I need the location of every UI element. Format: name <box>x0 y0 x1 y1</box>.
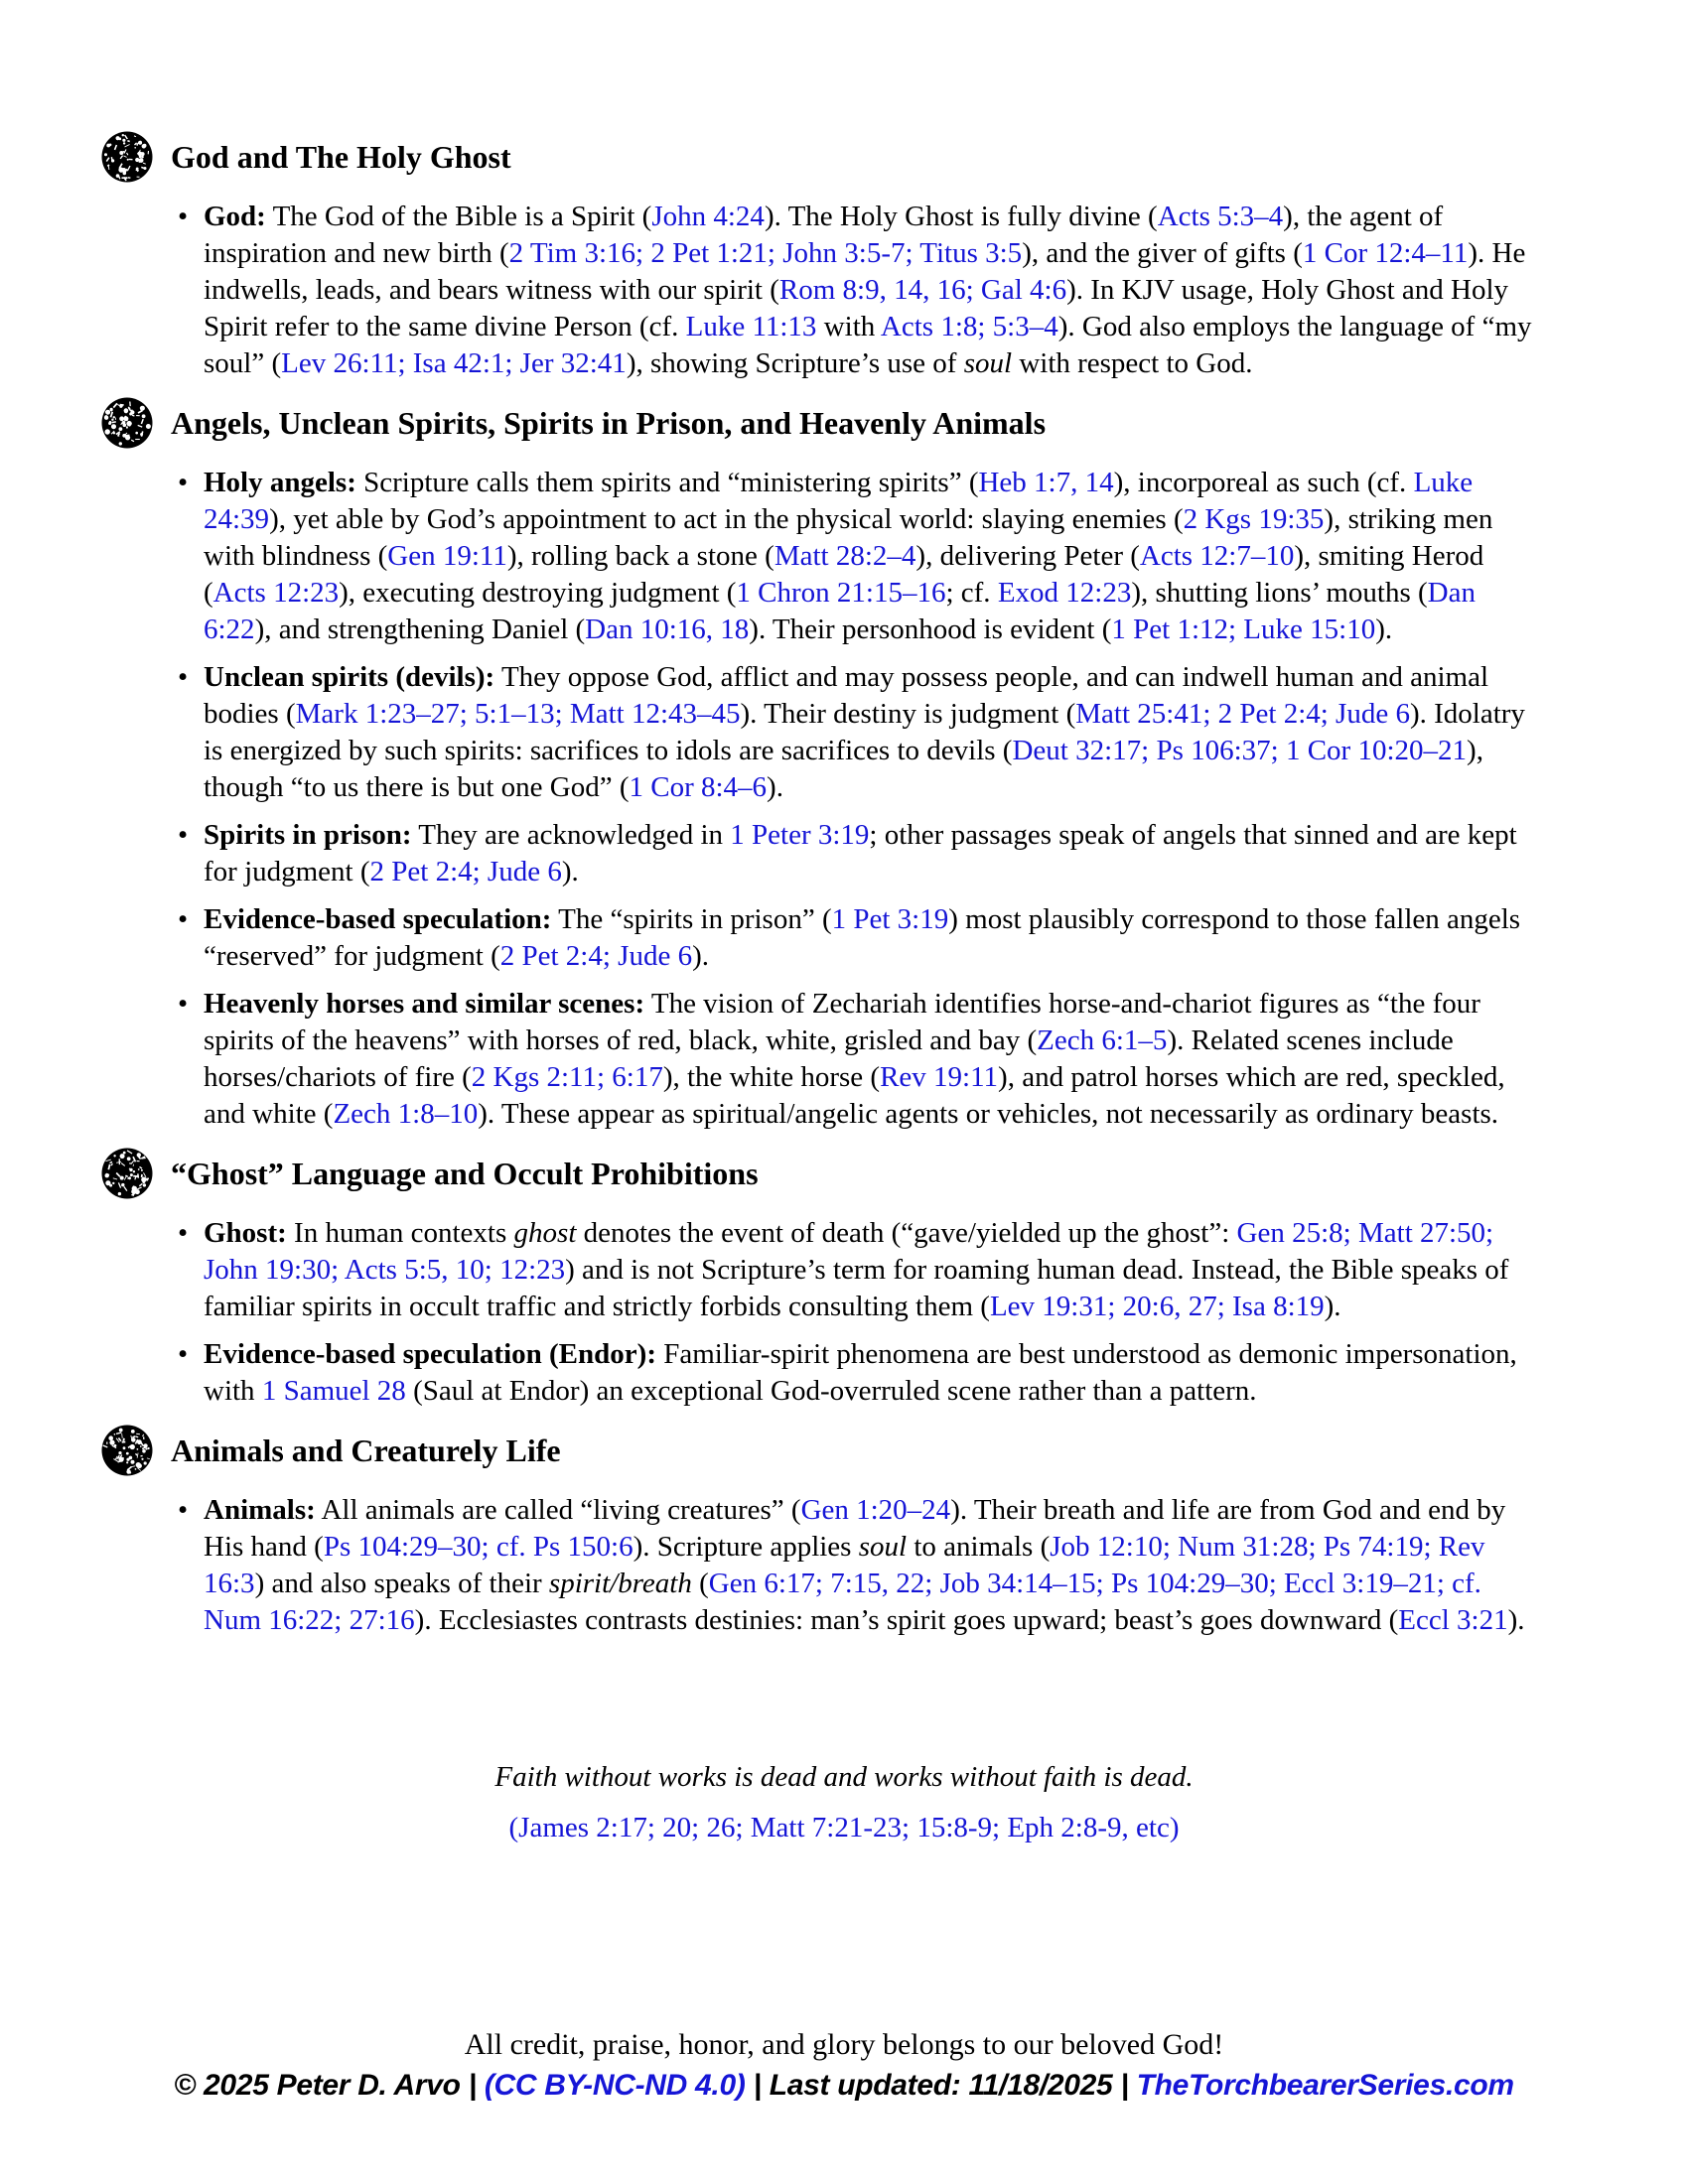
bullet-text: ), delivering Peter ( <box>915 540 1140 572</box>
bullet-text: ), rolling back a stone ( <box>506 540 774 572</box>
bullet-text: ). <box>692 940 709 972</box>
bullet-item <box>204 986 1534 1133</box>
bullet-text: ), showing Scripture’s use of <box>626 347 964 379</box>
scripture-ref-link[interactable]: Lev 19:31; 20:6, 27; Isa 8:19 <box>989 1291 1325 1322</box>
scripture-ref-link[interactable]: Acts 12:23 <box>212 577 340 609</box>
bullet-text: ). <box>767 771 783 803</box>
copyright-text: © 2025 Peter D. Arvo | <box>174 2069 485 2102</box>
bullet-item <box>204 901 1534 975</box>
bullet-text: ). Their destiny is judgment ( <box>740 698 1076 730</box>
bullet-text: ). Their personhood is evident ( <box>749 614 1112 645</box>
scripture-ref-link[interactable]: 1 Pet 3:19 <box>831 903 949 935</box>
section-title: Animals and Creaturely Life <box>171 1433 561 1468</box>
ornamental-sphere-icon <box>99 129 155 185</box>
bullet-text: ), though “to us there is but one God” ( <box>204 735 1483 803</box>
section-header <box>99 1421 1534 1480</box>
scripture-ref-link[interactable]: 1 Cor 12:4–11 <box>1302 237 1469 269</box>
bullet-text: They oppose God, afflict and may possess people, and can indwell human and animal bodies ( <box>204 661 1489 730</box>
bullet-text: ), executing destroying judgment ( <box>339 577 737 609</box>
scripture-ref-link[interactable]: Job 12:10; Num 31:28; Ps 74:19; Rev 16:3 <box>204 1531 1485 1599</box>
scripture-ref-link[interactable]: Rev 19:11 <box>880 1061 999 1093</box>
scripture-ref-link[interactable]: Acts 1:8; 5:3–4 <box>880 311 1058 342</box>
footer-credit-line <box>0 2065 1688 2107</box>
bullet-item <box>204 817 1534 890</box>
bullet-text: ). The Holy Ghost is fully divine ( <box>764 201 1158 232</box>
footer <box>0 2025 1688 2107</box>
bullet-text: ), striking men with blindness ( <box>204 503 1493 572</box>
quote-text: Faith without works is dead and works without faith is dead. <box>494 1761 1194 1793</box>
bullet-text: ). <box>1375 614 1393 645</box>
scripture-ref-link[interactable]: Acts 5:3–4 <box>1157 201 1284 232</box>
last-updated-text: | Last updated: 11/18/2025 | <box>745 2069 1137 2102</box>
bullet-text: ) most plausibly correspond to those fallen angels “reserved” for judgment ( <box>204 903 1521 972</box>
bullet-text: ). Scripture applies <box>633 1531 859 1563</box>
bullet-text: ) and also speaks of their <box>254 1568 549 1599</box>
bullet-text: ), and strengthening Daniel ( <box>254 614 586 645</box>
bullet-text: The “spirits in prison” ( <box>551 903 832 935</box>
bullet-list <box>99 199 1534 382</box>
bullet-lead: God: <box>204 201 266 232</box>
bullet-text: to animals ( <box>907 1531 1051 1563</box>
bullet-item <box>204 199 1534 382</box>
bullet-item <box>204 1215 1534 1325</box>
scripture-ref-link[interactable]: 1 Chron 21:15–16 <box>736 577 946 609</box>
license-link[interactable]: (CC BY-NC-ND 4.0) <box>484 2069 746 2102</box>
bullet-lead: Evidence-based speculation: <box>204 903 552 935</box>
bullet-text: ), yet able by God’s appointment to act in the physical world: slaying enemies ( <box>269 503 1184 535</box>
scripture-ref-link[interactable]: 2 Kgs 19:35 <box>1183 503 1325 535</box>
bullet-text: ). These appear as spiritual/angelic agents or vehicles, not necessarily as ordinary beasts. <box>478 1098 1499 1130</box>
scripture-ref-link[interactable]: Luke 11:13 <box>685 311 817 342</box>
bullet-item <box>204 465 1534 648</box>
bullet-text: ), shutting lions’ mouths ( <box>1131 577 1428 609</box>
bullet-text: ( <box>691 1568 709 1599</box>
section-title: Angels, Unclean Spirits, Spirits in Prison, and Heavenly Animals <box>171 405 1047 441</box>
bullet-text: ), incorporeal as such (cf. <box>1113 467 1414 498</box>
section-god-and-the-holy-ghost <box>99 127 1534 382</box>
scripture-ref-link[interactable]: Gen 6:17; 7:15, 22; Job 34:14–15; Ps 104:29–30; Eccl 3:19–21; cf. Num 16:22; 27:16 <box>204 1568 1481 1636</box>
bullet-text: Familiar-spirit phenomena are best understood as demonic impersonation, with <box>204 1338 1517 1407</box>
bullet-text: ), the agent of inspiration and new birth ( <box>204 201 1444 269</box>
ornamental-sphere-icon <box>99 1423 155 1478</box>
bullet-lead: Holy angels: <box>204 467 356 498</box>
scripture-ref-link[interactable]: Luke 24:39 <box>204 467 1474 535</box>
bullet-text: ; cf. <box>945 577 998 609</box>
bullet-lead: Ghost: <box>204 1217 287 1249</box>
quote-scripture-refs[interactable]: (James 2:17; 20; 26; Matt 7:21-23; 15:8-9; Eph 2:8-9, etc) <box>508 1812 1180 1843</box>
ornamental-sphere-icon <box>99 1146 155 1201</box>
scripture-ref-link[interactable]: 1 Peter 3:19 <box>730 819 870 851</box>
bullet-text: ghost <box>513 1217 577 1249</box>
scripture-ref-link[interactable]: Zech 1:8–10 <box>333 1098 479 1130</box>
bullet-text: ). <box>561 856 579 887</box>
scripture-ref-link[interactable]: Eccl 3:21 <box>1398 1604 1508 1636</box>
scripture-ref-link[interactable]: Zech 6:1–5 <box>1037 1024 1168 1056</box>
scripture-ref-link[interactable]: 2 Tim 3:16; 2 Pet 1:21; John 3:5-7; Titus 3:5 <box>508 237 1023 269</box>
scripture-ref-link[interactable]: John 4:24 <box>651 201 765 232</box>
bullet-text: ). Related scenes include horses/chariots of fire ( <box>204 1024 1454 1093</box>
ornamental-sphere-icon <box>99 395 155 451</box>
scripture-ref-link[interactable]: Matt 25:41; 2 Pet 2:4; Jude 6 <box>1075 698 1410 730</box>
bullet-text: The God of the Bible is a Spirit ( <box>265 201 652 232</box>
scripture-ref-link[interactable]: 2 Pet 2:4; Jude 6 <box>499 940 693 972</box>
scripture-ref-link[interactable]: 1 Samuel 28 <box>261 1375 406 1407</box>
scripture-ref-link[interactable]: Heb 1:7, 14 <box>978 467 1114 498</box>
bullet-lead: Unclean spirits (devils): <box>204 661 495 693</box>
footer-dedication: All credit, praise, honor, and glory belongs to our beloved God! <box>464 2028 1224 2061</box>
scripture-ref-link[interactable]: Ps 104:29–30; cf. Ps 150:6 <box>323 1531 633 1563</box>
scripture-ref-link[interactable]: Mark 1:23–27; 5:1–13; Matt 12:43–45 <box>295 698 741 730</box>
scripture-ref-link[interactable]: Acts 12:7–10 <box>1139 540 1295 572</box>
scripture-ref-link[interactable]: 1 Cor 8:4–6 <box>629 771 768 803</box>
bullet-text: (Saul at Endor) an exceptional God-overruled scene rather than a pattern. <box>405 1375 1257 1407</box>
section-title: God and The Holy Ghost <box>171 139 511 175</box>
bullet-lead: Evidence-based speculation (Endor): <box>204 1338 656 1370</box>
bullet-text: ). <box>1507 1604 1525 1636</box>
scripture-ref-link[interactable]: 2 Kgs 2:11; 6:17 <box>471 1061 663 1093</box>
section-animals-and-creaturely-life <box>99 1421 1534 1639</box>
bullet-lead: Animals: <box>204 1494 316 1526</box>
bullet-text: ), and the giver of gifts ( <box>1022 237 1303 269</box>
bullet-text: ; other passages speak of angels that sinned and are kept for judgment ( <box>204 819 1517 887</box>
bullet-item <box>204 1336 1534 1410</box>
section-ghost-language-occult-prohibitions <box>99 1144 1534 1410</box>
bullet-text: denotes the event of death (“gave/yielded up the ghost”: <box>576 1217 1237 1249</box>
bullet-item <box>204 659 1534 806</box>
bullet-text: ). Ecclesiastes contrasts destinies: man’s spirit goes upward; beast’s goes downward ( <box>414 1604 1399 1636</box>
scripture-ref-link[interactable]: Matt 28:2–4 <box>774 540 916 572</box>
scripture-ref-link[interactable]: Gen 25:8; Matt 27:50; John 19:30; Acts 5:5, 10; 12:23 <box>204 1217 1494 1286</box>
bullet-text: The vision of Zechariah identifies horse-and-chariot figures as “the four spirits of the heavens” with horses of red, black, white, grisled and bay ( <box>204 988 1480 1056</box>
section-angels-unclean-spirits <box>99 393 1534 1133</box>
section-header <box>99 1144 1534 1203</box>
bullet-text: ). He indwells, leads, and bears witness with our spirit ( <box>204 237 1526 306</box>
scripture-ref-link[interactable]: 1 Pet 1:12; Luke 15:10 <box>1111 614 1376 645</box>
scripture-ref-link[interactable]: 2 Pet 2:4; Jude 6 <box>369 856 562 887</box>
bullet-text: soul <box>963 347 1013 379</box>
scripture-ref-link[interactable]: Rom 8:9, 14, 16; Gal 4:6 <box>778 274 1067 306</box>
bullet-text: They are acknowledged in <box>411 819 731 851</box>
bullet-text: Scripture calls them spirits and “ministering spirits” ( <box>355 467 979 498</box>
scripture-ref-link[interactable]: Exod 12:23 <box>997 577 1132 609</box>
bullet-text: ). Idolatry is energized by such spirits: sacrifices to idols are sacrifices to devils ( <box>204 698 1525 766</box>
bullet-text: ). <box>1324 1291 1341 1322</box>
bullet-list <box>99 1492 1534 1639</box>
bullet-text: with respect to God. <box>1012 347 1253 379</box>
bullet-text: ), and patrol horses which are red, speckled, and white ( <box>204 1061 1505 1130</box>
bullet-text: ). God also employs the language of “my soul” ( <box>204 311 1532 379</box>
bullet-text: ). Their breath and life are from God and end by His hand ( <box>204 1494 1506 1563</box>
bullet-list <box>99 1215 1534 1410</box>
site-link[interactable]: TheTorchbearerSeries.com <box>1136 2069 1514 2102</box>
scripture-ref-link[interactable]: Dan 10:16, 18 <box>585 614 750 645</box>
scripture-ref-link[interactable]: Dan 6:22 <box>204 577 1476 645</box>
bullet-text: ) and is not Scripture’s term for roaming human dead. Instead, the Bible speaks of familiar spirits in occult traffic and strictly forbids consulting them ( <box>204 1254 1509 1322</box>
bullet-text: ), the white horse ( <box>662 1061 881 1093</box>
scripture-ref-link[interactable]: Gen 19:11 <box>387 540 507 572</box>
bullet-text: ). In KJV usage, Holy Ghost and Holy Spirit refer to the same divine Person (cf. <box>204 274 1509 342</box>
bullet-item <box>204 1492 1534 1639</box>
scripture-ref-link[interactable]: Lev 26:11; Isa 42:1; Jer 32:41 <box>281 347 627 379</box>
bullet-lead: Heavenly horses and similar scenes: <box>204 988 645 1020</box>
bullet-text: In human contexts <box>286 1217 514 1249</box>
scripture-ref-link[interactable]: Deut 32:17; Ps 106:37; 1 Cor 10:20–21 <box>1012 735 1468 766</box>
bullet-text: spirit/breath <box>548 1568 692 1599</box>
section-title: “Ghost” Language and Occult Prohibitions <box>171 1156 759 1191</box>
bullet-lead: Spirits in prison: <box>204 819 412 851</box>
bullet-list <box>99 465 1534 1133</box>
scripture-ref-link[interactable]: Gen 1:20–24 <box>800 1494 951 1526</box>
section-header <box>99 127 1534 187</box>
sections <box>99 127 1534 1639</box>
quote <box>0 1759 1688 1846</box>
bullet-text: All animals are called “living creatures” ( <box>315 1494 801 1526</box>
bullet-text: soul <box>858 1531 908 1563</box>
bullet-text: ), smiting Herod ( <box>204 540 1484 609</box>
bullet-text: with <box>816 311 881 342</box>
section-header <box>99 393 1534 453</box>
